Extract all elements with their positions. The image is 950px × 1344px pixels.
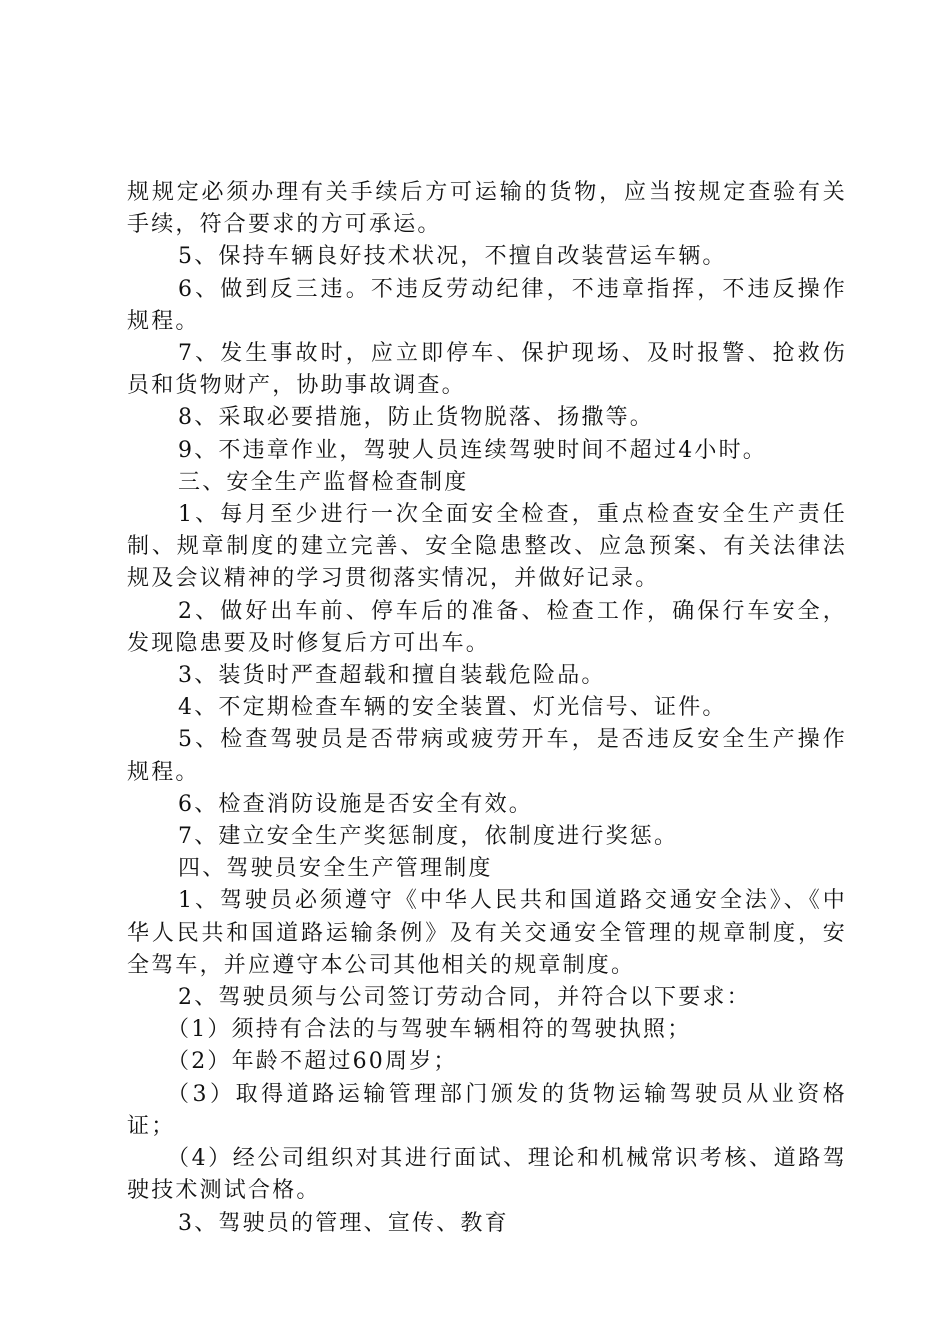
paragraph-subitem-1: （1）须持有合法的与驾驶车辆相符的驾驶执照； [167,1017,692,1043]
paragraph-section3-item-6: 6、检查消防设施是否安全有效。 [178,791,533,817]
document-body [127,177,847,1240]
paragraph-item-8: 8、采取必要措施，防止货物脱落、扬撒等。 [178,405,654,431]
paragraph-section4-item-2: 2、驾驶员须与公司签订劳动合同，并符合以下要求： [178,985,751,1011]
paragraph-subitem-4: （4）经公司组织对其进行面试、理论和机械常识考核、道路驾驶技术测试合格。 [127,1146,847,1204]
paragraph-section3-item-4: 4、不定期检查车辆的安全装置、灯光信号、证件。 [178,695,727,721]
paragraph-item-6: 6、做到反三违。不违反劳动纪律，不违章指挥，不违反操作规程。 [127,276,847,334]
paragraph-section3-item-3: 3、装货时严查超载和擅自装载危险品。 [178,663,606,689]
section-heading-3: 三、安全生产监督检查制度 [178,469,469,495]
paragraph-item-5: 5、保持车辆良好技术状况，不擅自改装营运车辆。 [178,244,727,270]
paragraph-item-7: 7、发生事故时，应立即停车、保护现场、及时报警、抢救伤员和货物财产，协助事故调查。 [127,341,847,399]
paragraph-section4-item-1: 1、驾驶员必须遵守《中华人民共和国道路交通安全法》、《中华人民共和国道路运输条例》及有关交通安全管理的规章制度，安全驾车，并应遵守本公司其他相关的规章制度。 [127,888,847,978]
paragraph-section3-item-2: 2、做好出车前、停车后的准备、检查工作，确保行车安全，发现隐患要及时修复后方可出车。 [127,598,847,656]
paragraph-subitem-3: （3）取得道路运输管理部门颁发的货物运输驾驶员从业资格证； [127,1081,847,1139]
paragraph-subitem-2: （2）年龄不超过60周岁； [167,1049,458,1075]
section-heading-4: 四、驾驶员安全生产管理制度 [178,856,493,882]
paragraph-item-9: 9、不违章作业，驾驶人员连续驾驶时间不超过4小时。 [178,437,767,463]
paragraph-section4-item-3: 3、驾驶员的管理、宣传、教育 [178,1210,509,1236]
paragraph-continuation: 规规定必须办理有关手续后方可运输的货物，应当按规定查验有关手续，符合要求的方可承运。 [127,180,847,238]
paragraph-section3-item-1: 1、每月至少进行一次全面安全检查，重点检查安全生产责任制、规章制度的建立完善、安全隐患整改、应急预案、有关法律法规及会议精神的学习贯彻落实情况，并做好记录。 [127,502,847,592]
paragraph-section3-item-7: 7、建立安全生产奖惩制度，依制度进行奖惩。 [178,824,679,850]
paragraph-section3-item-5: 5、检查驾驶员是否带病或疲劳开车，是否违反安全生产操作规程。 [127,727,847,785]
